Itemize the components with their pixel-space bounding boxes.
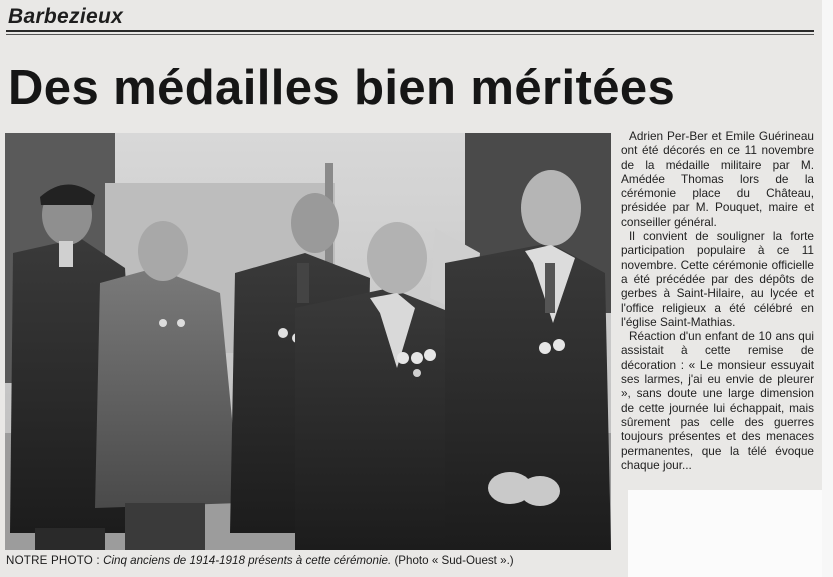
article-paragraph-3: Réaction d'un enfant de 10 ans qui assistait à cette remise de décoration : « Le monsieur essuyait ses larmes, j'ai eu envie de pleurer », sans doute une large dimension de cette journée lui échappait, mais sûrement pas celle des guerres toujours présentes et des menaces permanentes, que la télé évoque chaque jour... — [621, 329, 814, 472]
veterans-photo-illustration — [5, 133, 611, 550]
blank-corner — [628, 490, 833, 577]
headline: Des médailles bien méritées — [8, 61, 676, 115]
header-rule — [6, 30, 814, 32]
article-paragraph-2: Il convient de souligner la forte participation populaire à ce 11 novembre. Cette cérémonie officielle a été précédée par des dépôts de gerbes à Saint-Hilaire, au lycée et l'office religieux a été célébré en l'église Saint-Mathias. — [621, 229, 814, 329]
caption-text: Cinq anciens de 1914-1918 présents à cette cérémonie. — [103, 554, 392, 567]
photo-caption — [6, 554, 514, 567]
caption-credit: (Photo « Sud-Ouest ».) — [394, 554, 514, 567]
section-heading: Barbezieux — [8, 5, 124, 28]
article-body — [621, 129, 814, 472]
caption-lead: NOTRE PHOTO : — [6, 554, 100, 567]
header-rule-thin — [6, 34, 814, 35]
article-paragraph-1: Adrien Per-Ber et Emile Guérineau ont été décorés en ce 11 novembre de la médaille militaire par M. Amédée Thomas lors de la cérémonie place du Château, présidée par M. Pouquet, maire et conseiller général. — [621, 129, 814, 229]
right-margin — [822, 0, 833, 577]
veterans-photo — [5, 133, 611, 550]
